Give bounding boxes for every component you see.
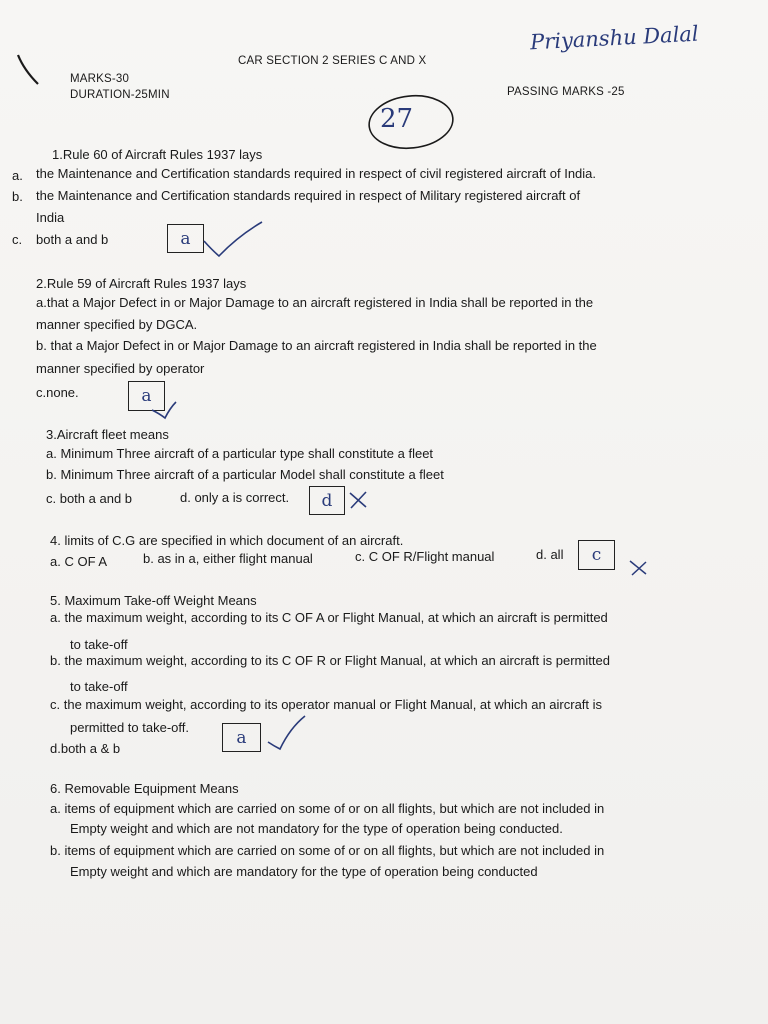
question-2: 2.Rule 59 of Aircraft Rules 1937 lays [36,276,247,291]
student-name-handwritten: Priyanshu Dalal [529,21,700,55]
q2-option-a-cont: manner specified by DGCA. [36,317,198,332]
option-label: c. [12,232,23,247]
q2-option-b: b. that a Major Defect in or Major Damage to an aircraft registered in India shall be reported in the [36,338,597,353]
q1-tick-mark [204,222,262,256]
option-label: a. [12,168,23,183]
q1-answer-box: a [167,224,204,253]
q1-option-a: the Maintenance and Certification standards required in respect of civil registered aircraft of India. [36,166,597,181]
score-handwritten: 27 [380,104,414,134]
duration: DURATION-25MIN [70,89,170,101]
q2-option-b-cont: manner specified by operator [36,361,205,376]
q2-answer-box: a [128,381,165,411]
option-label: b. [12,189,23,204]
q2-option-c: c.none. [36,385,79,400]
q3-option-a: a. Minimum Three aircraft of a particular type shall constitute a fleet [46,446,434,461]
q5-option-a-cont: to take-off [70,637,128,652]
q2-option-a: a.that a Major Defect in or Major Damage to an aircraft registered in India shall be reported in the [36,295,594,310]
exam-title: CAR SECTION 2 SERIES C AND X [238,55,427,67]
q4-cross-mark [630,561,646,575]
q3-option-b: b. Minimum Three aircraft of a particular Model shall constitute a fleet [46,467,444,482]
q4-option-d: d. all [536,547,564,562]
passing-marks: PASSING MARKS -25 [507,86,625,98]
q1-option-b-cont: India [36,210,65,225]
q3-option-d: d. only a is correct. [180,490,290,505]
q4-option-a: a. C OF A [50,554,108,569]
question-6: 6. Removable Equipment Means [50,781,239,796]
q5-option-a: a. the maximum weight, according to its C OF A or Flight Manual, at which an aircraft is permitted [50,610,608,625]
q6-option-a-cont: Empty weight and which are not mandatory for the type of operation being conducted. [70,821,563,836]
q5-option-b-cont: to take-off [70,679,128,694]
question-1: 1.Rule 60 of Aircraft Rules 1937 lays [52,147,263,162]
q1-option-b: the Maintenance and Certification standards required in respect of Military registered aircraft of [36,188,581,203]
q5-option-b: b. the maximum weight, according to its C OF R or Flight Manual, at which an aircraft is permitted [50,653,610,668]
question-5: 5. Maximum Take-off Weight Means [50,593,257,608]
q6-option-a: a. items of equipment which are carried on some of or on all flights, but which are not included in [50,801,605,816]
q5-option-c: c. the maximum weight, according to its operator manual or Flight Manual, at which an aircraft is [50,697,603,712]
total-marks: MARKS-30 [70,73,130,85]
corner-stroke [18,55,38,84]
q5-option-c-cont: permitted to take-off. [70,720,189,735]
q5-answer-box: a [222,723,261,752]
question-3: 3.Aircraft fleet means [46,427,169,442]
q1-option-c: both a and b [36,232,109,247]
q3-cross-mark [350,492,366,508]
q3-option-c: c. both a and b [46,491,133,506]
q6-option-b-cont: Empty weight and which are mandatory for the type of operation being conducted [70,864,538,879]
q3-answer-box: d [309,486,345,515]
question-4: 4. limits of C.G are specified in which document of an aircraft. [50,533,404,548]
q5-option-d: d.both a & b [50,741,121,756]
q6-option-b: b. items of equipment which are carried on some of or on all flights, but which are not included in [50,843,605,858]
q4-answer-box: c [578,540,615,570]
q4-option-c: c. C OF R/Flight manual [355,549,495,564]
q4-option-b: b. as in a, either flight manual [143,551,313,566]
q5-tick-mark [268,716,305,749]
